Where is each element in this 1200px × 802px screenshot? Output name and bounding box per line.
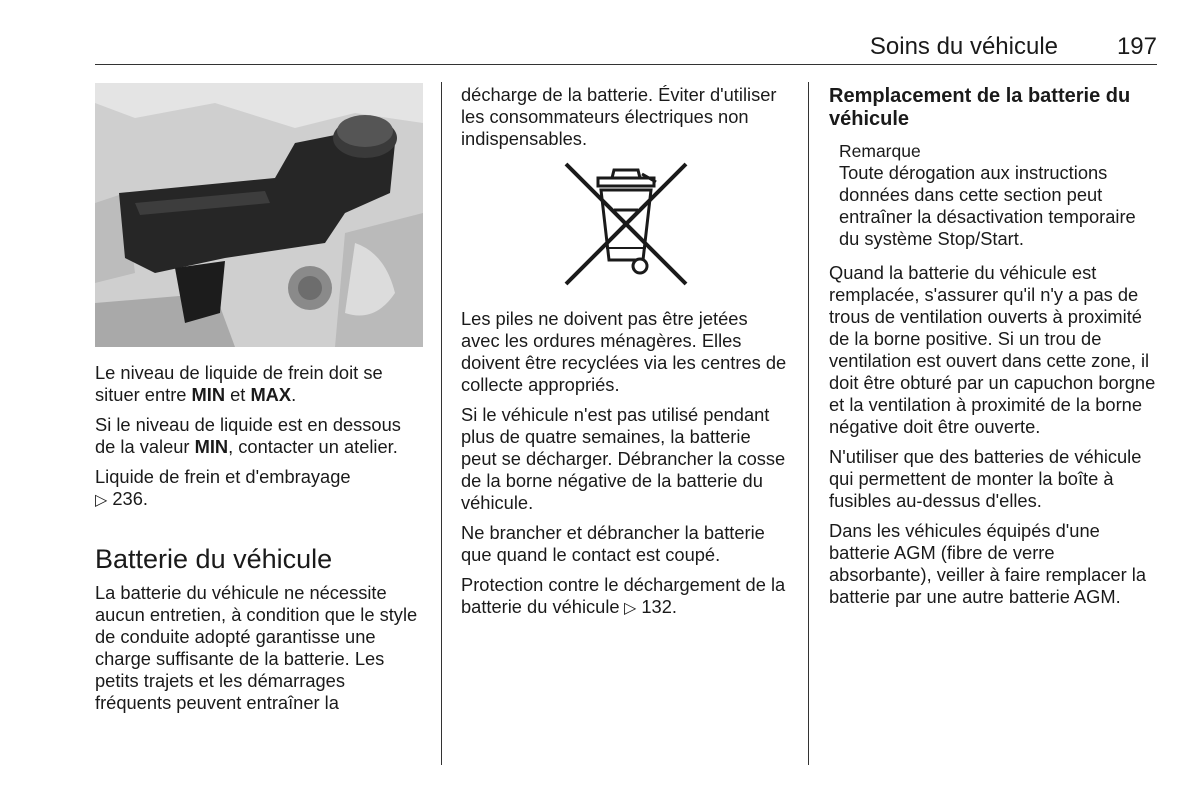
paragraph: Les piles ne doivent pas être jetées avec les ordures ménagères. Elles doivent être recyclées via les centres de collecte appropriés. [461,308,787,395]
column-divider-1 [441,82,442,765]
page-number: 197 [1116,33,1157,60]
section-heading: Batterie du véhicule [95,544,333,574]
crossed-out-wheelie-bin-icon [556,160,696,288]
paragraph: Dans les véhicules équipés d'une batterie AGM (fibre de verre absorbante), veiller à faire remplacer la batterie par une autre batterie AGM. [829,520,1147,607]
text: , contacter un atelier. [228,436,398,457]
paragraph [95,414,425,458]
note-title: Remarque [839,141,921,161]
section-title: Soins du véhicule [869,33,1058,60]
header-divider [95,64,1157,65]
column-3 [829,85,1159,616]
text: Si le niveau de liquide est en dessous de la valeur [95,414,401,457]
column-divider-2 [808,82,809,765]
paragraph: Quand la batterie du véhicule est remplacée, s'assurer qu'il n'y a pas de trous de ventilation ouverts à proximité de la borne positive. Si un trou de ventilation est ouvert dans cette zone, il doit être obturé par un capuchon borgne et la ventilation à proximité de la borne négative doit être ouverte. [829,262,1156,437]
paragraph [95,362,425,406]
paragraph: décharge de la batterie. Éviter d'utiliser les consommateurs électriques non indispensables. [461,84,777,149]
paragraph: Si le véhicule n'est pas utilisé pendant plus de quatre semaines, la batterie peut se décharger. Débrancher la cosse de la borne négative de la batterie du véhicule. [461,404,786,513]
bold-min: MIN [191,384,226,405]
paragraph: Ne brancher et débrancher la batterie que quand le contact est coupé. [461,522,765,565]
bold-min: MIN [194,436,229,457]
text: et [225,384,251,405]
column-2 [461,84,791,628]
paragraph [461,574,791,620]
text: Liquide de frein et d'embrayage [95,466,351,487]
text: Protection contre le déchargement de la batterie du véhicule [461,574,786,617]
paragraph: La batterie du véhicule ne nécessite aucun entretien, à condition que le style de conduite adopté garantisse une charge suffisante de la batterie. Les petits trajets et les démarrages fréquents peuvent entraîner la [95,582,418,713]
column-1 [95,362,425,722]
note-body: Toute dérogation aux instructions données dans cette section peut entraîner la désactivation temporaire du système Stop/Start. [839,162,1136,249]
page-reference[interactable]: 132. [636,596,677,617]
subsection-heading: Remplacement de la batterie du véhicule [829,85,1131,130]
paragraph: N'utiliser que des batteries de véhicule qui permettent de monter la boîte à fusibles au-dessus d'elles. [829,446,1142,511]
page-reference[interactable]: 236. [107,488,148,509]
brake-fluid-reservoir-photo [95,83,423,347]
text: . [291,384,297,405]
triangle-right-icon: ▷ [95,492,108,509]
triangle-right-icon: ▷ [619,600,637,617]
paragraph [95,466,425,512]
bold-max: MAX [250,384,292,405]
text: Le niveau de liquide de frein doit se situer entre [95,362,383,405]
